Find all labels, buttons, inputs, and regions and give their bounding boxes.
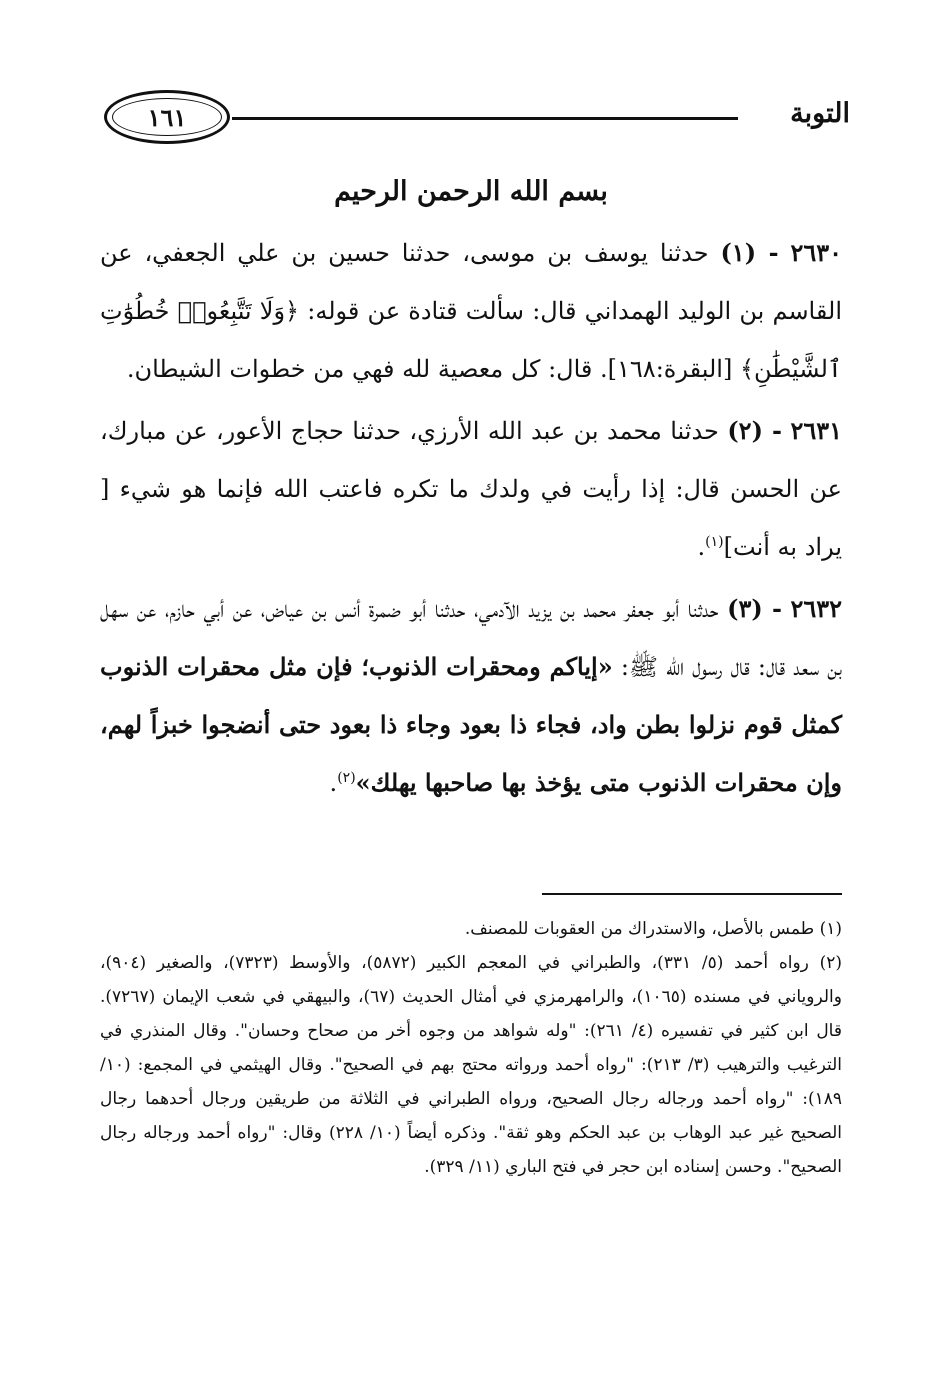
footnote-ref[interactable]: (٢): [337, 770, 356, 786]
hadith-subnumber: - (٢): [727, 416, 783, 445]
hadith-subnumber: - (١): [720, 238, 779, 267]
footnotes: [100, 912, 842, 1184]
footnote: (١) طمس بالأصل، والاستدراك من العقوبات للمصنف.: [464, 919, 842, 939]
chapter-title: التوبة: [790, 98, 850, 129]
hadith-number: ٢٦٣٢: [790, 594, 842, 623]
footnote: (٢) رواه أحمد (٥/ ٣٣١)، والطبراني في المعجم الكبير (٥٨٧٢)، والأوسط (٧٣٢٣)، والصغير (٩٠٤)، والروياني في مسنده (١٠٦٥)، والرامهرمزي في أمثال الحديث (٦٧)، والبيهقي في شعب الإيمان (٧٢٦٧). قال ابن كثير في تفسيره (٤/ ٢٦١): "وله شواهد من وجوه أخر من صحاح وحسان". وقال المنذري في الترغيب والترهيب (٣/ ٢١٣): "رواه أحمد ورواته محتج بهم في الصحيح". وقال الهيثمي في المجمع: (١٠/ ١٨٩): "رواه أحمد ورجاله رجال الصحيح، ورواه الطبراني في الثلاثة من طريقين ورجال أحدهما رجال الصحيح غير عبد الوهاب بن عبد الحكم وهو ثقة". وذكره أيضاً (١٠/ ٢٢٨) وقال: "رواه أحمد ورجاله رجال الصحيح". وحسن إسناده ابن حجر في فتح الباري (١١/ ٣٢٩).: [100, 953, 842, 1177]
hadith-paragraph: [100, 224, 842, 398]
hadith-quote: «إياكم ومحقرات الذنوب؛ فإن مثل محقرات الذنوب كمثل قوم نزلوا بطن واد، فجاء ذا بعود وجاء ذا بعود حتى أنضجوا خبزاً لهم، وإن محقرات الذنوب متى يؤخذ بها صاحبها يهلك»: [100, 652, 843, 797]
main-text: [100, 224, 842, 816]
header-rule: [232, 117, 738, 120]
footnote-separator: [542, 893, 842, 895]
hadith-paragraph: ٢٦٣٢ - (٣) حدثنا أبو جعفر محمد بن يزيد الآدمي، حدثنا أبو ضمرة أنس بن عياض، عن أبي حازم، عن سهل بن سعد قال: قال رسول الله ﷺ: «إياكم ومحقرات الذنوب؛ فإن مثل محقرات الذنوب كمثل قوم نزلوا بطن واد، فجاء ذا بعود وجاء ذا بعود حتى أنضجوا خبزاً لهم، وإن محقرات الذنوب متى يؤخذ بها صاحبها يهلك»$^{(٢)}$.: [100, 594, 843, 797]
hadith-paragraph: ٢٦٣١ - (٢) حدثنا محمد بن عبد الله الأرزي، حدثنا حجاج الأعور، عن مبارك، عن الحسن قال: إذا رأيت في ولدك ما تكره فاعتب الله فإنما هو شيء [ يراد به أنت]$^{(١)}$.: [100, 416, 842, 561]
footnote-ref[interactable]: (١): [705, 534, 724, 550]
hadith-text: حدثنا أبو جعفر محمد بن يزيد الآدمي، حدثنا أبو ضمرة أنس بن عياض، عن أبي حازم، عن سهل بن سعد قال: قال رسول الله ﷺ:: [100, 595, 843, 681]
hadith-subnumber: - (٣): [727, 594, 782, 623]
hadith-text: حدثنا محمد بن عبد الله الأرزي، حدثنا حجاج الأعور، عن مبارك، عن الحسن قال: إذا رأيت في ولدك ما تكره فاعتب الله فإنما هو شيء [ يراد به أنت]: [100, 417, 842, 561]
basmala: بسم الله الرحمن الرحيم: [334, 176, 608, 207]
hadith-number: ٢٦٣١: [790, 416, 842, 445]
hadith-number: ٢٦٣٠: [790, 238, 842, 267]
page-number: ١٦١: [147, 102, 187, 132]
hadith-text: حدثنا يوسف بن موسى، حدثنا حسين بن علي الجعفي، عن القاسم بن الوليد الهمداني قال: سألت قتادة عن قوله: ﴿وَلَا تَتَّبِعُوا۟ خُطُوَٰتِ ٱلشَّيْطَٰنِ﴾ [البقرة:١٦٨]. قال: كل معصية لله فهي من خطوات الشيطان.: [100, 239, 842, 383]
